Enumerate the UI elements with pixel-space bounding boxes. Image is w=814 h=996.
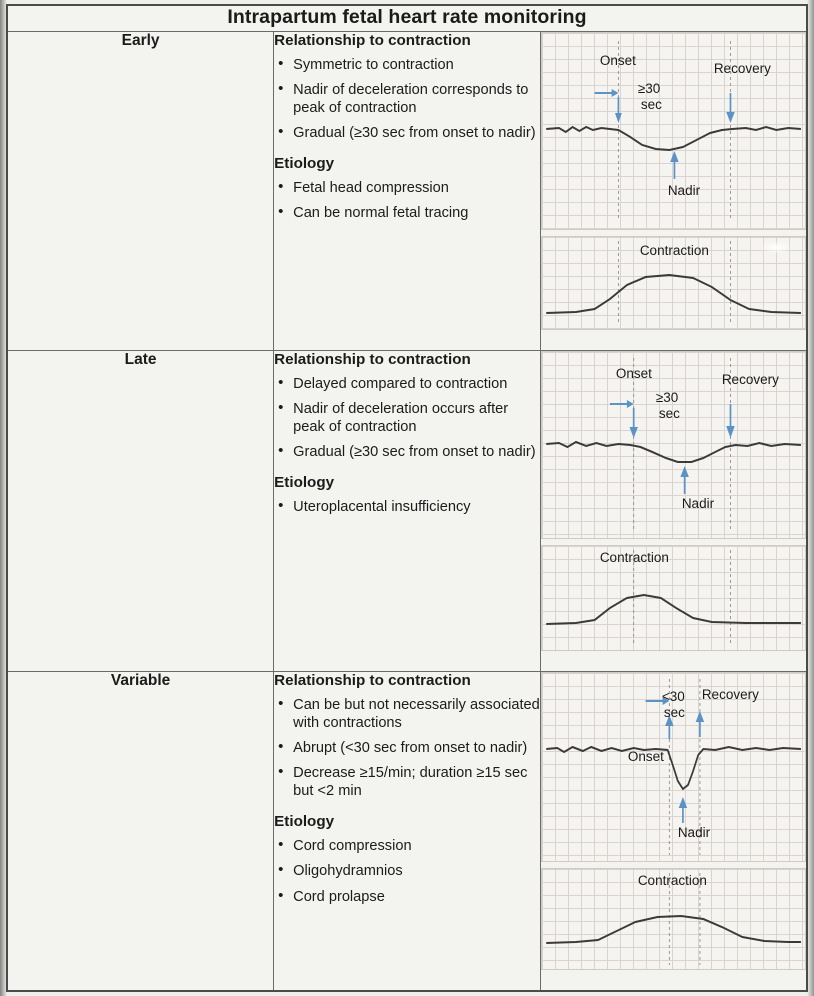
table-row: [7, 671, 807, 991]
contraction-panel-late: [541, 545, 806, 651]
fhr-tracing-panel-late: [541, 351, 806, 539]
label-duration-unit: sec: [663, 704, 685, 720]
section-heading: Relationship to contraction: [274, 350, 471, 368]
section-heading: Relationship to contraction: [274, 31, 471, 49]
row-description-early: [274, 31, 541, 350]
label-duration-unit: sec: [658, 405, 680, 421]
list-item: • Cord prolapse: [274, 888, 540, 906]
glare-artifact: [759, 241, 793, 254]
label-nadir: Nadir: [677, 824, 711, 840]
list-item: • Abrupt (<30 sec from onset to nadir): [274, 739, 540, 757]
list-item: • Gradual (≥30 sec from onset to nadir): [274, 443, 540, 461]
section-heading: Relationship to contraction: [274, 671, 471, 689]
fhr-tracing-panel-variable: [541, 672, 806, 862]
list-item: • Can be but not necessarily associated with contractions: [274, 696, 540, 732]
contraction-panel-variable: [541, 868, 806, 970]
label-contraction: Contraction: [599, 549, 669, 565]
list-item: • Fetal head compression: [274, 179, 540, 197]
label-contraction: Contraction: [639, 242, 709, 258]
row-figure-early: [540, 31, 807, 350]
list-item: • Uteroplacental insufficiency: [274, 498, 540, 516]
list-item: • Cord compression: [274, 837, 540, 855]
row-figure-variable: [540, 671, 807, 991]
label-recovery: Recovery: [721, 371, 779, 387]
label-duration: <30: [661, 688, 685, 704]
table-row: [7, 350, 807, 671]
table-row: [7, 31, 807, 350]
label-duration-unit: sec: [640, 96, 662, 112]
list-item: • Nadir of deceleration corresponds to peak of contraction: [274, 81, 540, 117]
bullet-list: [274, 375, 540, 461]
bullet-list: [274, 498, 540, 516]
figure-wrap: [541, 672, 806, 990]
row-description-late: [274, 350, 541, 671]
label-onset: Onset: [615, 365, 652, 381]
section-heading: Etiology: [274, 813, 335, 831]
row-label-variable: Variable: [7, 671, 274, 991]
label-onset: Onset: [599, 52, 636, 68]
label-onset: Onset: [627, 748, 664, 764]
label-recovery: Recovery: [713, 60, 771, 76]
list-item: • Symmetric to contraction: [274, 56, 540, 74]
label-nadir: Nadir: [681, 495, 715, 511]
row-label-early: Early: [7, 31, 274, 350]
bullet-list: [274, 837, 540, 905]
list-item: • Delayed compared to contraction: [274, 375, 540, 393]
list-item: • Gradual (≥30 sec from onset to nadir): [274, 124, 540, 142]
figure-wrap: [541, 351, 806, 671]
bullet-list: [274, 56, 540, 142]
figure-wrap: [541, 32, 806, 350]
contraction-panel-early: [541, 236, 806, 330]
row-label-late: Late: [7, 350, 274, 671]
label-recovery: Recovery: [701, 686, 759, 702]
section-heading: Etiology: [274, 474, 335, 492]
label-contraction: Contraction: [637, 872, 707, 888]
contraction-tracing-late: [542, 546, 805, 650]
list-item: • Can be normal fetal tracing: [274, 204, 540, 222]
list-item: • Oligohydramnios: [274, 862, 540, 880]
table-title-row: [7, 5, 807, 31]
page-title: Intrapartum fetal heart rate monitoring: [7, 5, 807, 31]
row-figure-late: [540, 350, 807, 671]
bullet-list: [274, 179, 540, 222]
label-duration: ≥30: [637, 80, 661, 96]
fhr-tracing-panel-early: [541, 32, 806, 230]
photo-edge-shadow-right: [807, 0, 814, 996]
section-heading: Etiology: [274, 155, 335, 173]
list-item: • Nadir of deceleration occurs after peak of contraction: [274, 400, 540, 436]
list-item: • Decrease ≥15/min; duration ≥15 sec but <2 min: [274, 764, 540, 800]
row-description-variable: [274, 671, 541, 991]
fhr-monitoring-table: [6, 4, 808, 992]
label-duration: ≥30: [655, 389, 679, 405]
bullet-list: [274, 696, 540, 800]
label-nadir: Nadir: [667, 182, 701, 198]
